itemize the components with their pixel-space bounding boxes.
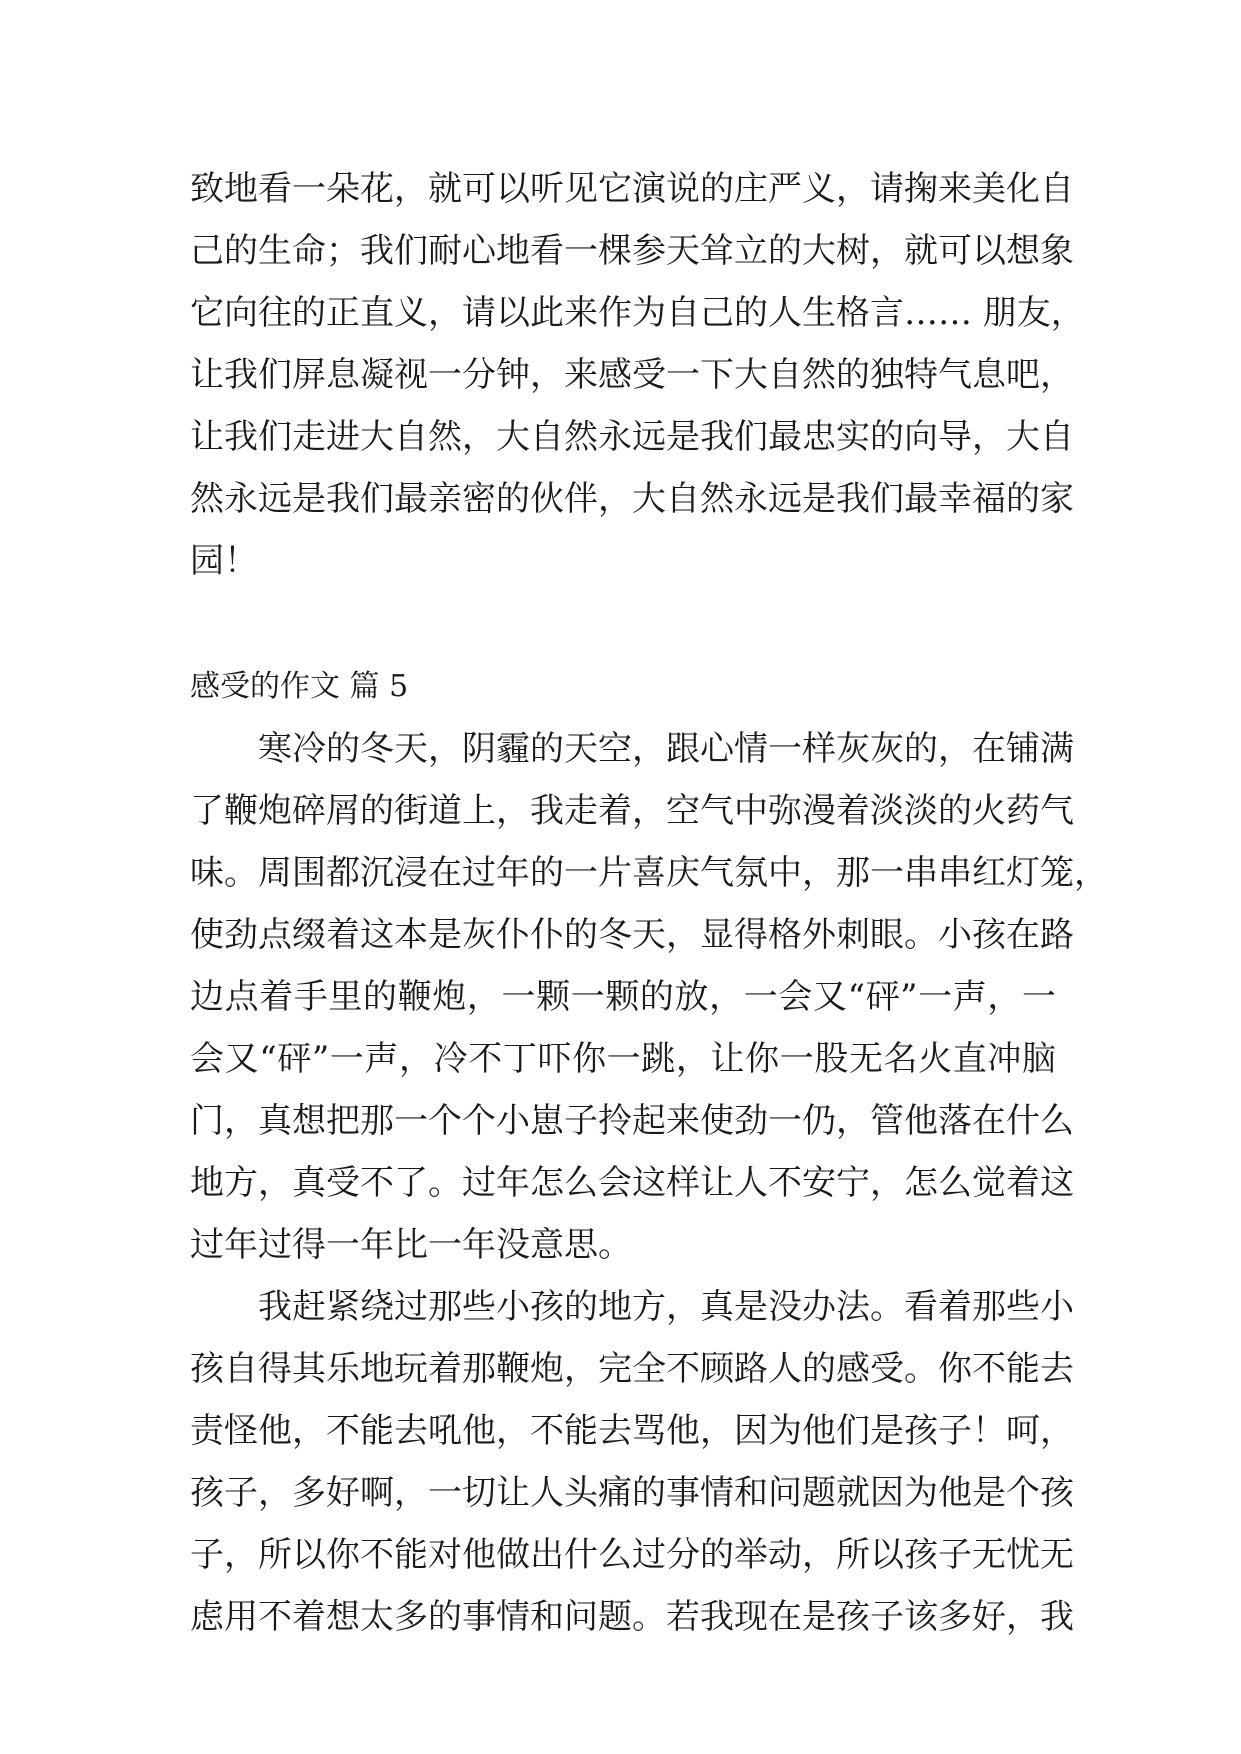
- text-line: 子，所以你不能对他做出什么过分的举动，所以孩子无忧无: [190, 1535, 1074, 1575]
- text-line: 虑用不着想太多的事情和问题。若我现在是孩子该多好，我: [190, 1597, 1074, 1637]
- text-line: 然永远是我们最亲密的伙伴，大自然永远是我们最幸福的家: [190, 479, 1074, 519]
- text-line: 寒冷的冬天，阴霾的天空，跟心情一样灰灰的，在铺满: [258, 729, 1074, 769]
- text-line: 边点着手里的鞭炮，一颗一颗的放，一会又“砰”一声，一: [190, 977, 1056, 1017]
- text-line: 孩子，多好啊，一切让人头痛的事情和问题就因为他是个孩: [190, 1473, 1074, 1513]
- document-page: [190, 158, 1108, 1648]
- text-line: 园！: [190, 541, 258, 581]
- text-line: 门，真想把那一个个小崽子拎起来使劲一仍，管他落在什么: [190, 1101, 1074, 1141]
- text-line: 让我们走进大自然，大自然永远是我们最忠实的向导，大自: [190, 417, 1074, 457]
- intro-paragraph: [190, 158, 1085, 592]
- section-heading: 感受的作文 篇 5: [190, 669, 409, 704]
- text-line: 了鞭炮碎屑的街道上，我走着，空气中弥漫着淡淡的火药气: [190, 791, 1074, 831]
- text-line: 我赶紧绕过那些小孩的地方，真是没办法。看着那些小: [258, 1287, 1074, 1327]
- text-line: 孩自得其乐地玩着那鞭炮，完全不顾路人的感受。你不能去: [190, 1349, 1074, 1389]
- text-line: 地方，真受不了。过年怎么会这样让人不安宁，怎么觉着这: [190, 1163, 1074, 1203]
- text-line: 致地看一朵花，就可以听见它演说的庄严义，请掬来美化自: [190, 169, 1074, 209]
- text-line: 使劲点缀着这本是灰仆仆的冬天，显得格外刺眼。小孩在路: [190, 915, 1074, 955]
- text-line: 味。周围都沉浸在过年的一片喜庆气氛中，那一串串红灯笼，: [190, 853, 1108, 893]
- section-spacer: [190, 592, 1056, 656]
- paragraph-2: [190, 1276, 1074, 1648]
- paragraph-1: [190, 718, 1108, 1276]
- text-line: 己的生命；我们耐心地看一棵参天耸立的大树，就可以想象: [190, 231, 1074, 271]
- text-line: 它向往的正直义，请以此来作为自己的人生格言…… 朋友，: [190, 293, 1085, 333]
- text-line: 会又“砰”一声，冷不丁吓你一跳，让你一股无名火直冲脑: [190, 1039, 1056, 1079]
- text-line: 责怪他，不能去吼他，不能去骂他，因为他们是孩子！呵，: [190, 1411, 1074, 1451]
- text-line: 让我们屏息凝视一分钟，来感受一下大自然的独特气息吧，: [190, 355, 1074, 395]
- text-line: 过年过得一年比一年没意思。: [190, 1225, 632, 1265]
